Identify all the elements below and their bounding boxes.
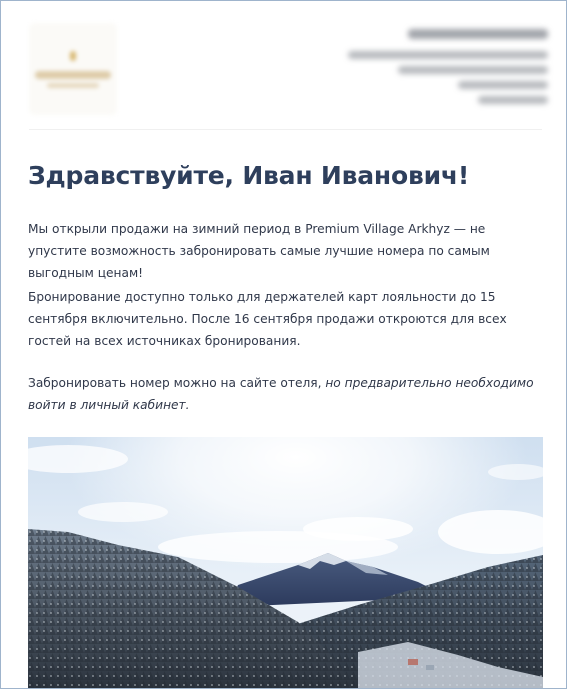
email-header	[1, 1, 566, 131]
header-divider	[29, 129, 542, 130]
redacted-line	[408, 29, 548, 39]
greeting-heading: Здравствуйте, Иван Иванович!	[28, 161, 470, 190]
logo-wordmark	[35, 71, 111, 79]
logo-mark-icon	[70, 51, 76, 61]
loyalty-paragraph: Бронирование доступно только для держателей карт лояльности до 15 сентября включительно. После 16 сентября продажи откроются для всех гостей на всех источниках бронирования.	[28, 290, 507, 348]
logo-tagline	[47, 83, 99, 88]
mountain-landscape-image	[28, 437, 543, 689]
booking-text: Забронировать номер можно на сайте отеля,	[28, 376, 322, 390]
redacted-line	[398, 66, 548, 74]
intro-paragraph: Мы открыли продажи на зимний период в Premium Village Arkhyz — не упустите возможность забронировать самые лучшие номера по самым выгодным ценам!	[28, 222, 490, 280]
hotel-logo[interactable]	[29, 23, 117, 115]
redacted-line	[348, 51, 548, 59]
redacted-line	[478, 96, 548, 104]
redacted-line	[458, 81, 548, 89]
hero-image-mountains	[28, 437, 543, 689]
booking-paragraph	[28, 372, 538, 416]
booking-note: но предварительно необходимо войти в личный кабинет.	[28, 376, 534, 412]
contact-block-redacted	[348, 29, 548, 111]
